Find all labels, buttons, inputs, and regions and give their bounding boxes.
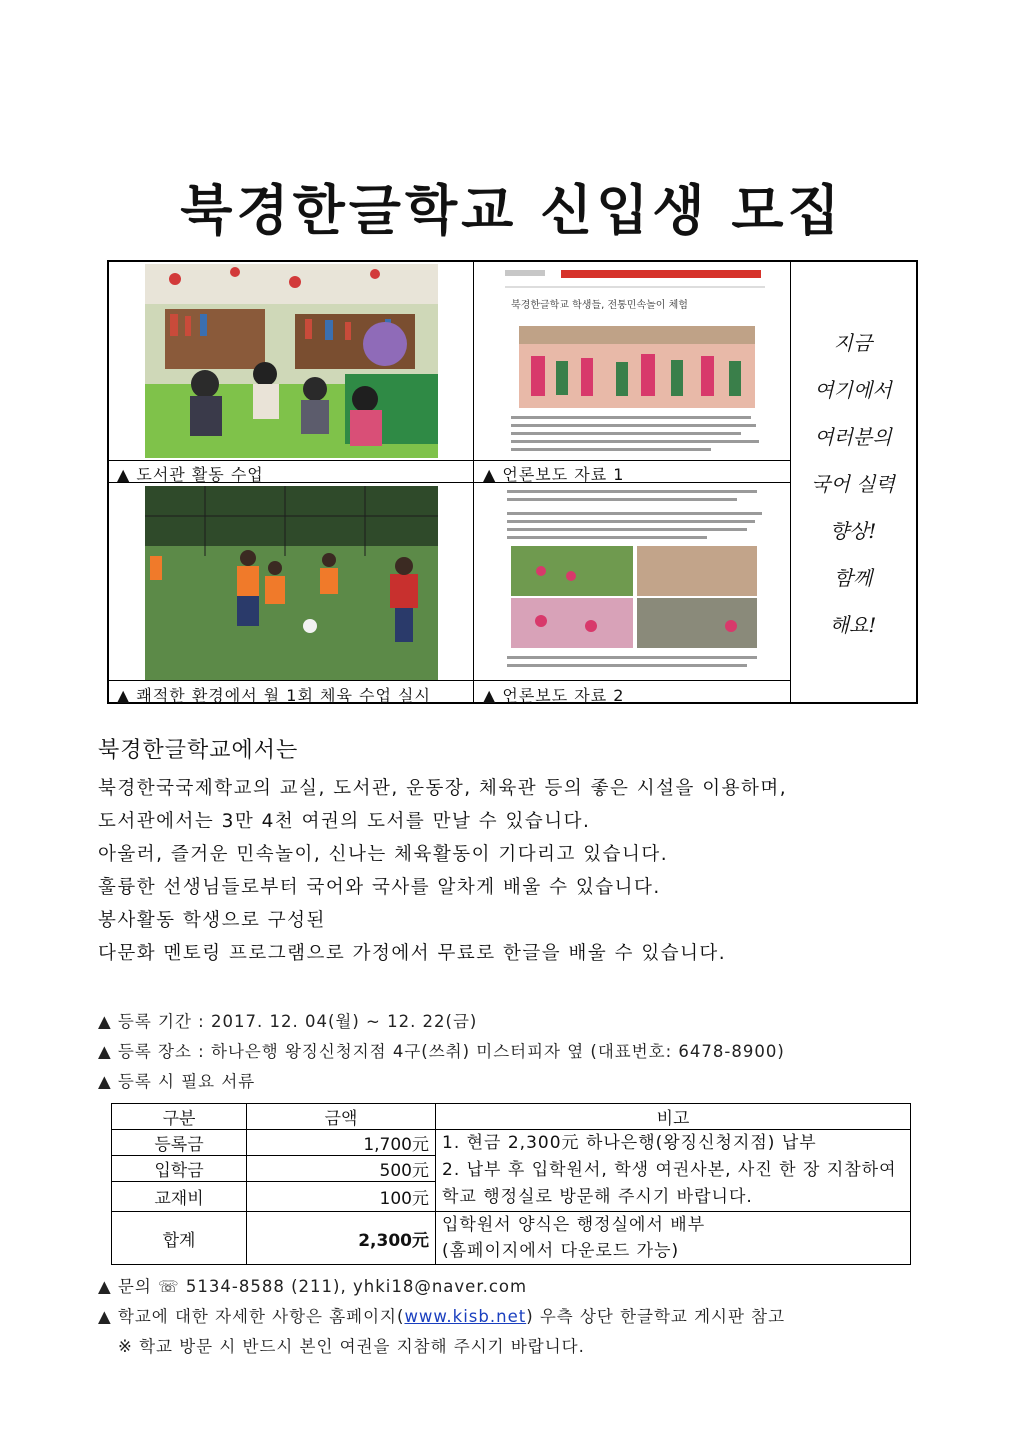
registration-period: ▲ 등록 기간 : 2017. 12. 04(월) ~ 12. 22(금) — [98, 1012, 478, 1031]
fee-label: 교재비 — [112, 1182, 247, 1212]
intro-line: 북경한국국제학교의 교실, 도서관, 운동장, 체육관 등의 좋은 시설을 이용하며, — [98, 778, 788, 799]
intro-line: 도서관에서는 3만 4천 여권의 도서를 만날 수 있습니다. — [98, 811, 591, 832]
side-line: 지금 — [833, 331, 873, 355]
total-notes — [436, 1212, 911, 1265]
intro-line: 다문화 멘토링 프로그램으로 가정에서 무료로 한글을 배울 수 있습니다. — [98, 943, 727, 964]
news-clipping-1 — [501, 266, 769, 458]
page-title: 북경한글학교 신입생 모집 — [180, 179, 844, 242]
total-amount: 2,300元 — [247, 1212, 436, 1265]
fee-amount: 100元 — [247, 1182, 436, 1212]
table-header-row — [112, 1104, 911, 1130]
table-header: 금액 — [247, 1104, 436, 1130]
side-line: 여러분의 — [814, 425, 892, 449]
side-line: 여기에서 — [814, 378, 892, 402]
grid-divider — [109, 680, 790, 681]
photo-caption: ▲ 언론보도 자료 2 — [483, 686, 625, 705]
side-message — [790, 320, 916, 649]
registration-documents: ▲ 등록 시 필요 서류 — [98, 1072, 256, 1091]
intro-line: 아울러, 즐거운 민속놀이, 신나는 체육활동이 기다리고 있습니다. — [98, 844, 669, 865]
website-link[interactable]: www.kisb.net — [404, 1307, 527, 1326]
intro-heading: 북경한글학교에서는 — [98, 738, 299, 763]
photo-caption: ▲ 쾌적한 환경에서 월 1회 체육 수업 실시 — [117, 686, 431, 705]
fee-table — [111, 1103, 911, 1265]
news-clipping-2 — [501, 486, 769, 680]
payment-note: 1. 현금 2,300元 하나은행(왕징신청지점) 납부 — [442, 1133, 817, 1153]
photo-caption: ▲ 언론보도 자료 1 — [483, 465, 625, 484]
side-line: 함께 — [833, 566, 873, 590]
fee-amount: 500元 — [247, 1156, 436, 1182]
total-label: 합계 — [112, 1212, 247, 1265]
website-suffix: ) 우측 상단 한글학교 게시판 참고 — [526, 1307, 786, 1326]
side-line: 해요! — [829, 613, 877, 637]
table-header: 비고 — [436, 1104, 911, 1130]
fee-label: 등록금 — [112, 1130, 247, 1156]
website-prefix: ▲ 학교에 대한 자세한 사항은 홈페이지( — [98, 1307, 405, 1326]
news-headline: 북경한글학교 학생들, 전통민속놀이 체험 — [511, 300, 688, 311]
side-line: 국어 실력 — [811, 472, 895, 496]
photo-caption: ▲ 도서관 활동 수업 — [117, 465, 264, 484]
library-photo — [145, 264, 438, 458]
grid-divider — [109, 460, 790, 461]
table-total-row — [112, 1212, 911, 1265]
total-note: (홈페이지에서 다운로드 가능) — [442, 1241, 680, 1261]
contact-website — [98, 1303, 785, 1327]
soccer-photo — [145, 486, 438, 680]
intro-line: 훌륭한 선생님들로부터 국어와 국사를 알차게 배울 수 있습니다. — [98, 877, 661, 898]
contact-inquiry: ▲ 문의 ☏ 5134-8588 (211), yhki18@naver.com — [98, 1277, 528, 1296]
payment-notes — [436, 1130, 911, 1212]
payment-note: 2. 납부 후 입학원서, 학생 여권사본, 사진 한 장 지참하여 학교 행정실로 방문해 주시기 바랍니다. — [442, 1160, 897, 1207]
intro-body — [98, 772, 787, 970]
visit-notice: ※ 학교 방문 시 반드시 본인 여권을 지참해 주시기 바랍니다. — [118, 1337, 585, 1356]
registration-place: ▲ 등록 장소 : 하나은행 왕징신청지점 4구(쓰취) 미스터피자 옆 (대표번호: 6478-8900) — [98, 1042, 785, 1061]
table-header: 구분 — [112, 1104, 247, 1130]
table-row — [112, 1130, 911, 1156]
fee-amount: 1,700元 — [247, 1130, 436, 1156]
side-line: 향상! — [829, 519, 877, 543]
intro-line: 봉사활동 학생으로 구성된 — [98, 910, 326, 931]
fee-label: 입학금 — [112, 1156, 247, 1182]
total-note: 입학원서 양식은 행정실에서 배부 — [442, 1215, 706, 1235]
